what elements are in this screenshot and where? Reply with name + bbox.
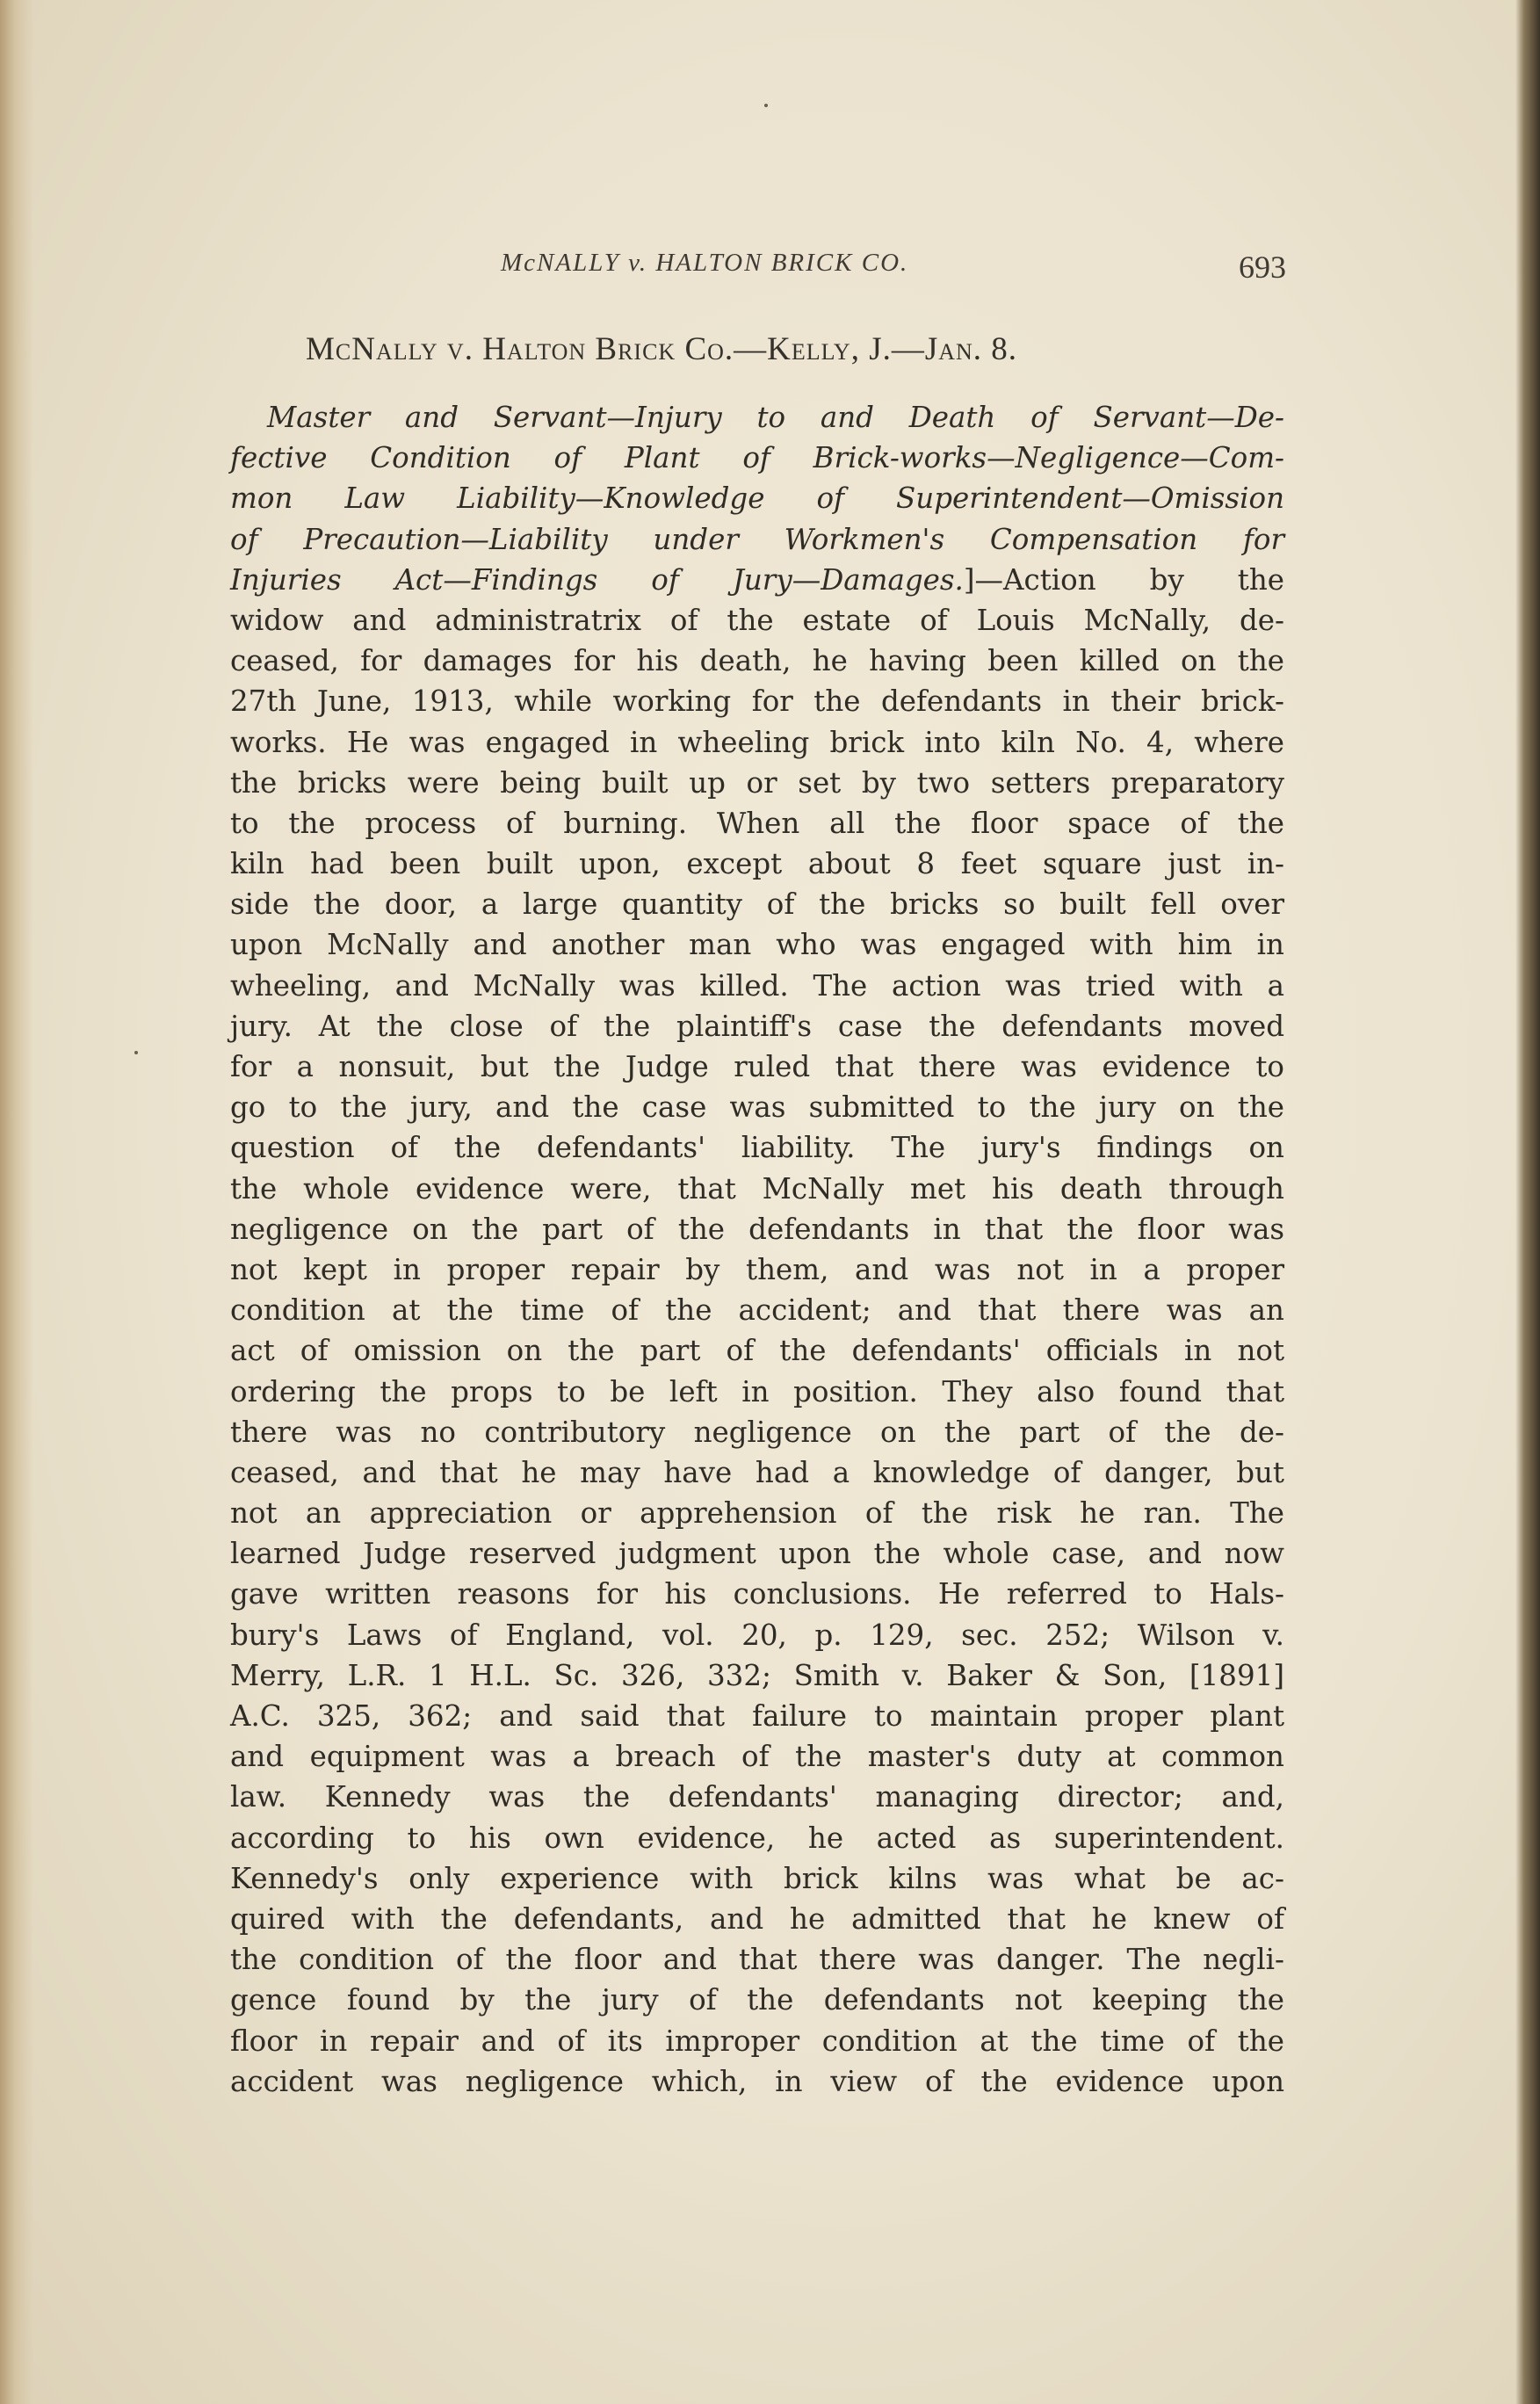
text-line (230, 397, 1284, 438)
headnote-italic-text: of Precaution—Liability under Workmen's Compensation for (230, 522, 1284, 556)
body-roman-text: law. Kennedy was the defendants' managing director; and, (230, 1780, 1284, 1814)
body-roman-text: for a nonsuit, but the Judge ruled that there was evidence to (230, 1050, 1284, 1083)
body-roman-text: and equipment was a breach of the master's duty at common (230, 1740, 1284, 1774)
body-roman-text: ]—Action by the (963, 562, 1284, 597)
body-roman-text: gave written reasons for his conclusions. He referred to Hals- (230, 1577, 1284, 1611)
page-binding-shadow (0, 0, 33, 2404)
body-roman-text: learned Judge reserved judgment upon the whole case, and now (230, 1537, 1284, 1571)
running-head-title: McNALLY v. HALTON BRICK CO. (501, 249, 909, 277)
text-line (230, 1209, 1284, 1249)
text-line (230, 438, 1284, 478)
text-line (230, 1655, 1284, 1696)
text-line (230, 884, 1284, 924)
text-line (230, 2061, 1284, 2102)
body-roman-text: ordering the props to be left in position. They also found that (230, 1374, 1284, 1408)
body-roman-text: upon McNally and another man who was engaged with him in (230, 928, 1284, 962)
text-line (230, 1452, 1284, 1493)
page-speck (764, 104, 768, 107)
body-roman-text: quired with the defendants, and he admitted that he knew of (230, 1901, 1284, 1936)
text-line (230, 1249, 1284, 1290)
body-paragraph (230, 397, 1284, 2102)
body-roman-text: not an appreciation or apprehension of the risk he ran. The (230, 1496, 1284, 1531)
text-line (230, 641, 1284, 681)
text-line (230, 681, 1284, 721)
body-roman-text: wheeling, and McNally was killed. The action was tried with a (230, 968, 1284, 1003)
text-line (230, 1696, 1284, 1736)
text-line (230, 1574, 1284, 1614)
body-roman-text: go to the jury, and the case was submitted to the jury on the (230, 1090, 1284, 1125)
text-line (230, 1980, 1284, 2020)
body-roman-text: the whole evidence were, that McNally met his death through (230, 1171, 1284, 1206)
body-roman-text: ceased, and that he may have had a knowledge of danger, but (230, 1455, 1284, 1489)
body-roman-text: jury. At the close of the plaintiff's case the defendants moved (230, 1009, 1284, 1043)
running-head (232, 249, 1286, 298)
text-line (230, 519, 1284, 560)
text-line (230, 1087, 1284, 1127)
page-speck (134, 1051, 138, 1054)
headnote-italic-text: fective Condition of Plant of Brick-works—Negligence—Com- (230, 441, 1284, 475)
body-roman-text: to the process of burning. When all the floor space of the (230, 806, 1284, 840)
body-roman-text: negligence on the part of the defendants in that the floor was (230, 1212, 1284, 1246)
text-line (230, 1290, 1284, 1330)
text-line (230, 2021, 1284, 2061)
text-line (230, 924, 1284, 965)
body-roman-text: not kept in proper repair by them, and was not in a proper (230, 1252, 1284, 1286)
body-roman-text: the condition of the floor and that there was danger. The negli- (230, 1943, 1284, 1977)
body-roman-text: widow and administratrix of the estate of Louis McNally, de- (230, 603, 1284, 637)
page-edge-shadow (1515, 0, 1540, 2404)
text-line (230, 1736, 1284, 1777)
body-roman-text: question of the defendants' liability. The jury's findings on (230, 1131, 1284, 1165)
text-line (230, 1858, 1284, 1899)
headnote-italic-text: Injuries Act—Findings of Jury—Damages. (230, 562, 964, 597)
text-line (230, 1127, 1284, 1168)
body-roman-text: Merry, L.R. 1 H.L. Sc. 326, 332; Smith v. Baker & Son, [1891] (230, 1658, 1284, 1692)
text-line (230, 1899, 1284, 1939)
body-roman-text: works. He was engaged in wheeling brick into kiln No. 4, where (230, 725, 1284, 759)
text-line (230, 1006, 1284, 1046)
body-roman-text: 27th June, 1913, while working for the defendants in their brick- (230, 684, 1284, 719)
body-roman-text: bury's Laws of England, vol. 20, p. 129, sec. 252; Wilson v. (230, 1618, 1284, 1652)
text-line (230, 1169, 1284, 1209)
text-line (230, 1412, 1284, 1452)
text-line (230, 1818, 1284, 1858)
text-line (230, 1372, 1284, 1412)
text-line (230, 1533, 1284, 1574)
body-roman-text: gence found by the jury of the defendants not keeping the (230, 1983, 1284, 2017)
text-line (230, 1939, 1284, 1980)
body-roman-text: ceased, for damages for his death, he having been killed on the (230, 644, 1284, 678)
text-line (230, 844, 1284, 884)
body-roman-text: act of omission on the part of the defendants' officials in not (230, 1334, 1284, 1368)
page-number: 693 (1239, 250, 1286, 285)
body-roman-text: accident was negligence which, in view of the evidence upon (230, 2064, 1284, 2098)
headnote-italic-text: Master and Servant—Injury to and Death of Servant—De- (267, 401, 1284, 434)
text-line (230, 1777, 1284, 1817)
text-line (230, 1330, 1284, 1371)
body-roman-text: floor in repair and of its improper condition at the time of the (230, 2024, 1284, 2058)
text-line (230, 722, 1284, 763)
text-line (230, 966, 1284, 1006)
case-heading: McNally v. Halton Brick Co.—Kelly, J.—Jan. 8. (306, 331, 1018, 367)
body-roman-text: according to his own evidence, he acted as superintendent. (230, 1821, 1284, 1855)
text-line (230, 1615, 1284, 1655)
body-roman-text: A.C. 325, 362; and said that failure to maintain proper plant (230, 1699, 1284, 1733)
body-roman-text: there was no contributory negligence on the part of the de- (230, 1415, 1284, 1449)
text-line (230, 1046, 1284, 1087)
text-line (230, 763, 1284, 803)
body-roman-text: side the door, a large quantity of the bricks so built fell over (230, 887, 1284, 922)
text-line (230, 803, 1284, 844)
body-roman-text: condition at the time of the accident; and that there was an (230, 1293, 1284, 1328)
text-line (230, 478, 1284, 518)
headnote-italic-text: mon Law Liability—Knowledge of Superintendent—Omission (230, 482, 1284, 516)
body-roman-text: the bricks were being built up or set by two setters preparatory (230, 765, 1284, 800)
text-line (230, 1493, 1284, 1533)
text-line (230, 600, 1284, 641)
text-line (230, 560, 1284, 600)
body-roman-text: Kennedy's only experience with brick kilns was what be ac- (230, 1861, 1284, 1895)
body-roman-text: kiln had been built upon, except about 8 feet square just in- (230, 847, 1284, 881)
